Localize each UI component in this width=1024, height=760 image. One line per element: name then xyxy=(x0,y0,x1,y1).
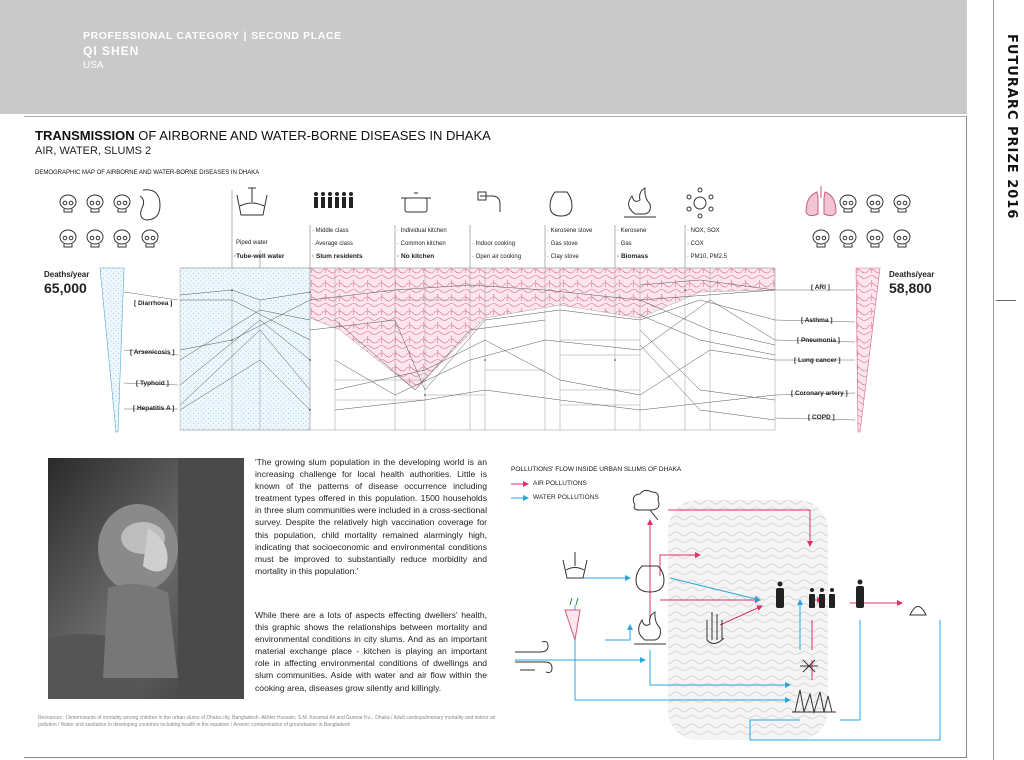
factor-individual-kitchen-text: Individual kitchen xyxy=(400,228,447,234)
water-band xyxy=(180,268,310,430)
skull-icon xyxy=(867,195,883,212)
factor-indoor-cooking-text: Indoor cooking xyxy=(475,241,516,247)
factor-clay-stove: · Clay stove xyxy=(547,254,579,260)
disease-copd: [ COPD ] xyxy=(808,414,835,421)
skull-icon xyxy=(840,195,856,212)
factor-individual-kitchen: · Individual kitchen xyxy=(397,228,447,234)
factor-icons xyxy=(237,188,713,218)
skull-icon-group-right xyxy=(806,186,910,247)
flow-title: POLLUTIONS' FLOW INSIDE URBAN SLUMS OF DHAKA xyxy=(511,466,682,473)
factor-cox-text: COX xyxy=(690,241,704,247)
category-label: PROFESSIONAL CATEGORY xyxy=(83,30,240,42)
stomach-icon xyxy=(140,190,160,220)
lungs-icon xyxy=(806,186,836,216)
factor-biomass: · Biomass xyxy=(617,253,649,260)
author-country: USA xyxy=(83,60,104,71)
factor-cox: · COX xyxy=(687,241,704,247)
factor-kerosene-text: Kerosene xyxy=(620,228,647,234)
skull-icon xyxy=(142,230,158,247)
factor-average-class-text: Average class xyxy=(315,241,353,247)
skull-icon xyxy=(87,230,103,247)
skull-icon xyxy=(894,230,910,247)
well-icon xyxy=(237,188,267,215)
left-deaths-value: 65,000 xyxy=(44,280,87,296)
factor-no-kitchen: · No kitchen xyxy=(397,253,435,260)
faucet-icon xyxy=(478,192,500,212)
factor-tube-well-water: ·Tube-well water xyxy=(234,253,285,260)
skull-icon xyxy=(867,230,883,247)
title-bold: TRANSMISSION xyxy=(35,128,135,143)
legend-air-pollutions: AIR POLLUTIONS xyxy=(533,480,587,487)
waste-icon xyxy=(910,607,926,616)
well-icon xyxy=(563,552,587,578)
skull-icon xyxy=(840,230,856,247)
description-text: While there are a lots of aspects effecting dwellers' health, this graphic shows the relationships between mortality and environmental conditions in city slums. And as an important material exchange place - kitchen is playing an important role in affecting environmental conditions of dwellings and slum communities. Aside with water and air flow within the cooking area, diseases grow silently and killingly. xyxy=(255,610,487,693)
factor-tube-well-water-text: Tube-well water xyxy=(236,253,285,260)
fire-icon xyxy=(634,612,666,644)
factor-gas-stove-text: Gas stove xyxy=(550,241,578,247)
skull-icon xyxy=(87,195,103,212)
factor-open-air-cooking: · Open air cooking xyxy=(472,254,522,260)
resources-text: Resources : Determinants of mortality among children in the urban slums of Dhaka city, Bangladesh. Akhter Hussain, S.M. Keramat Ali and Gunnar Kv... Dhaka / Adult cardiopulmonary mortality and indoor air pollution / Water and sanitation in developing countries including health in the equation / Arsenic contamination of groundwater in Bangladesh xyxy=(38,715,496,728)
skull-icon xyxy=(813,230,829,247)
disease-lung-cancer: [ Lung cancer ] xyxy=(794,357,841,364)
factor-slum-residents-text: Slum residents xyxy=(315,253,363,260)
factor-kerosene-stove-text: Kerosene stove xyxy=(550,228,593,234)
title-rest: OF AIRBORNE AND WATER-BORNE DISEASES IN DHAKA xyxy=(134,128,491,143)
disease-coronary-artery: [ Coronary artery ] xyxy=(791,390,848,397)
skull-icon xyxy=(60,195,76,212)
category-separator: | xyxy=(243,30,248,42)
factor-average-class: · Average class xyxy=(312,241,353,247)
fire-icon xyxy=(624,188,656,217)
air-band xyxy=(310,268,775,390)
quote-text: 'The growing slum population in the developing world is an increasing challenge for local health authorities. Little is known of the patterns of disease occurrence including treatment types offered in this population. 1500 households in three slum communities were included in a cross-sectional survey. Despite the relatively high vaccination coverage for this population, child mortality remained alarmingly high, indicating that socioeconomic and environmental conditions must be improved to substantially reduce morbidity and mortality in this population.' xyxy=(255,457,487,576)
skull-icon xyxy=(114,195,130,212)
factor-pm-text: PM10, PM2.5 xyxy=(690,254,728,260)
factor-kerosene: · Kerosene xyxy=(617,228,647,234)
factor-gas-stove: · Gas stove xyxy=(547,241,578,247)
factor-middle-class-text: Middle class xyxy=(315,228,349,234)
factor-nox-sox-text: NOX, SOX xyxy=(690,228,720,234)
flow-area xyxy=(668,500,828,740)
right-deaths-value: 58,800 xyxy=(889,280,932,296)
cloud-smoke-icon xyxy=(633,490,659,520)
author-name: QI SHEN xyxy=(83,44,140,58)
map-title: DEMOGRAPHIC MAP OF AIRBORNE AND WATER-BORNE DISEASES IN DHAKA xyxy=(35,170,260,176)
disease-ari: [ ARI ] xyxy=(811,284,830,291)
factor-no-kitchen-text: No kitchen xyxy=(400,253,435,260)
page-subtitle: AIR, WATER, SLUMS 2 xyxy=(35,145,152,157)
disease-typhoid: [ Typhoid ] xyxy=(136,380,169,387)
factor-common-kitchen: · Common kitchen xyxy=(397,241,446,247)
left-deaths-label: Deaths/year xyxy=(44,270,90,279)
factor-slum-residents: · Slum residents xyxy=(312,253,363,260)
factor-nox-sox: · NOX, SOX xyxy=(687,228,720,234)
disease-hepatitis-a: [ Hepatitis A ] xyxy=(133,405,175,412)
child-photo xyxy=(48,458,244,699)
skull-icon xyxy=(894,195,910,212)
disease-asthma: [ Asthma ] xyxy=(801,317,833,324)
left-deaths-wedge xyxy=(100,268,124,432)
skull-icon-group-left xyxy=(60,190,160,247)
molecule-icon xyxy=(687,188,713,218)
skull-icon xyxy=(60,230,76,247)
clay-pot-icon xyxy=(550,192,572,216)
place-label: SECOND PLACE xyxy=(251,30,342,42)
disease-arsenicosis: [ Arsenicosis ] xyxy=(130,349,175,356)
factor-clay-stove-text: Clay stove xyxy=(550,254,579,260)
skull-icon xyxy=(114,230,130,247)
pot-icon xyxy=(401,193,431,212)
carrot-icon xyxy=(565,598,580,640)
people-icon xyxy=(314,192,353,208)
factor-pm: · PM10, PM2.5 xyxy=(687,254,728,260)
right-deaths-label: Deaths/year xyxy=(889,270,935,279)
right-deaths-wedge xyxy=(856,268,880,432)
factor-open-air-cooking-text: Open air cooking xyxy=(475,254,522,260)
legend-water-pollutions: WATER POLLUTIONS xyxy=(533,494,599,501)
factor-gas-text: Gas xyxy=(620,241,632,247)
factor-gas: · Gas xyxy=(617,241,632,247)
disease-pneumonia: [ Pneumonia ] xyxy=(797,337,840,344)
disease-diarrhoea: [ Diarrhoea ] xyxy=(134,300,173,307)
factor-kerosene-stove: · Kerosene stove xyxy=(547,228,593,234)
factor-piped-water: Piped water xyxy=(236,240,268,246)
factor-middle-class: · Middle class xyxy=(312,228,349,234)
factor-biomass-text: Biomass xyxy=(620,253,649,260)
factor-indoor-cooking: · Indoor cooking xyxy=(472,241,516,247)
prize-title: FUTURARC PRIZE 2016 xyxy=(1004,34,1019,220)
flow-legend xyxy=(511,484,528,498)
wind-icon xyxy=(515,642,552,673)
factor-common-kitchen-text: Common kitchen xyxy=(400,241,446,247)
